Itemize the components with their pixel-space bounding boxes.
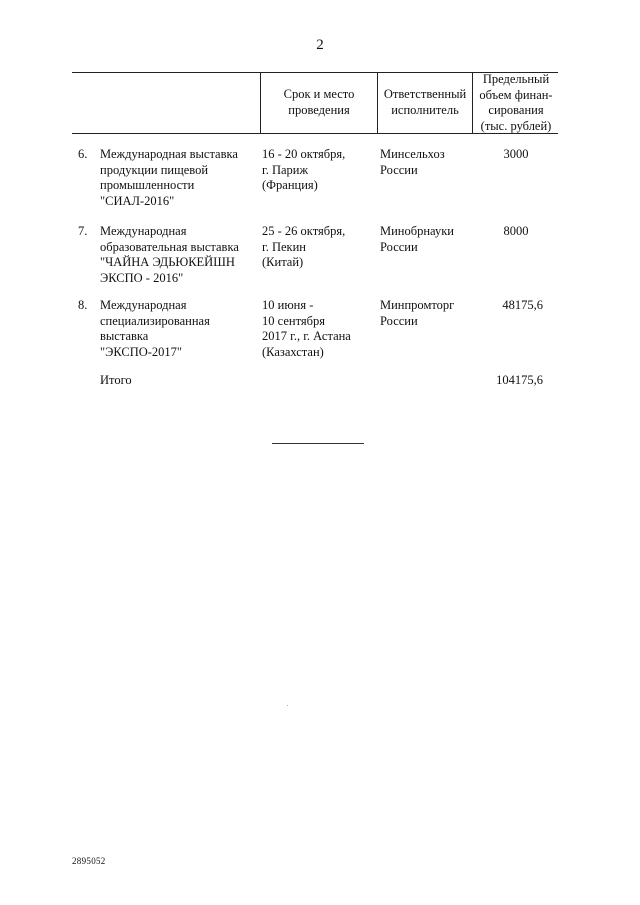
header-date-place: Срок и место проведения <box>283 87 355 117</box>
scan-speck <box>287 705 288 706</box>
document-id: 2895052 <box>72 856 106 866</box>
funding-amount: 3000 <box>503 147 529 161</box>
event-date-place: 25 - 26 октября, г. Пекин (Китай) <box>262 224 346 269</box>
responsible-executor: Минобрнауки России <box>380 224 454 254</box>
total-amount: 104175,6 <box>496 373 543 387</box>
event-name: Международная специализированная выставка "ЭКСПО-2017" <box>100 298 210 359</box>
header-funding-limit: Предельный объем финан- сирования (тыс. рублей) <box>479 72 553 133</box>
responsible-executor: Минпромторг России <box>380 298 455 328</box>
funding-amount: 48175,6 <box>502 298 543 312</box>
responsible-executor: Минсельхоз России <box>380 147 445 177</box>
header-executor: Ответственный исполнитель <box>383 87 467 117</box>
end-of-document-rule <box>272 443 364 444</box>
funding-amount: 8000 <box>503 224 529 238</box>
event-date-place: 10 июня - 10 сентября 2017 г., г. Астана (Казахстан) <box>262 298 351 359</box>
row-number: 8. <box>78 298 88 312</box>
event-name: Международная выставка продукции пищевой промышленности "СИАЛ-2016" <box>100 147 238 208</box>
page-number: 2 <box>316 37 324 53</box>
row-number: 6. <box>78 147 88 161</box>
event-name: Международная образовательная выставка "ЧАЙНА ЭДЬЮКЕЙШН ЭКСПО - 2016" <box>100 224 239 285</box>
event-date-place: 16 - 20 октября, г. Париж (Франция) <box>262 147 346 192</box>
total-label: Итого <box>100 373 132 387</box>
row-number: 7. <box>78 224 88 238</box>
